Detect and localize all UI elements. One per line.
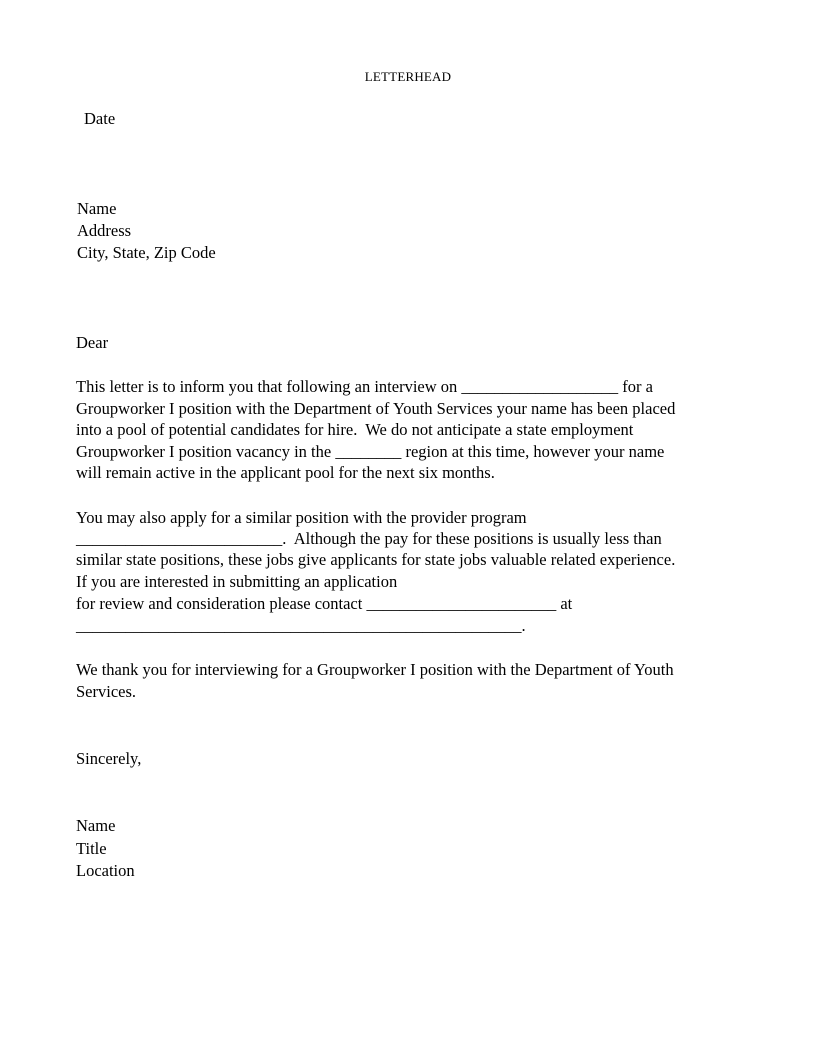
date-line: Date xyxy=(84,109,116,128)
recipient-city-state-zip: City, State, Zip Code xyxy=(77,243,216,262)
salutation: Dear xyxy=(76,333,109,352)
closing: Sincerely, xyxy=(76,749,142,768)
paragraph-line: _________________________. Although the pay for these positions is usually less than xyxy=(76,529,662,548)
signature-title: Title xyxy=(76,839,107,858)
paragraph-line: Groupworker I position with the Department of Youth Services your name has been placed xyxy=(76,399,676,418)
paragraph-line: If you are interested in submitting an application xyxy=(76,572,398,591)
paragraph-line: for review and consideration please contact _______________________ at xyxy=(76,594,573,613)
signature-name: Name xyxy=(76,816,116,835)
paragraph-line: This letter is to inform you that following an interview on ___________________ for a xyxy=(76,377,653,396)
letterhead: LETTERHEAD xyxy=(364,69,452,84)
paragraph-line: You may also apply for a similar position with the provider program xyxy=(76,508,527,527)
recipient-name: Name xyxy=(77,199,117,218)
paragraph-line: ______________________________________________________. xyxy=(76,616,526,635)
paragraph-line: similar state positions, these jobs give applicants for state jobs valuable related experience. xyxy=(76,550,676,569)
paragraph-line: into a pool of potential candidates for hire. We do not anticipate a state employment xyxy=(76,420,634,439)
paragraph-line: Groupworker I position vacancy in the ________ region at this time, however your name xyxy=(76,442,665,461)
signature-location: Location xyxy=(76,861,135,880)
paragraph-line: Services. xyxy=(76,682,137,701)
paragraph-line: We thank you for interviewing for a Groupworker I position with the Department of Youth xyxy=(76,660,674,679)
paragraph-line: will remain active in the applicant pool for the next six months. xyxy=(76,463,495,482)
recipient-address: Address xyxy=(77,221,132,240)
